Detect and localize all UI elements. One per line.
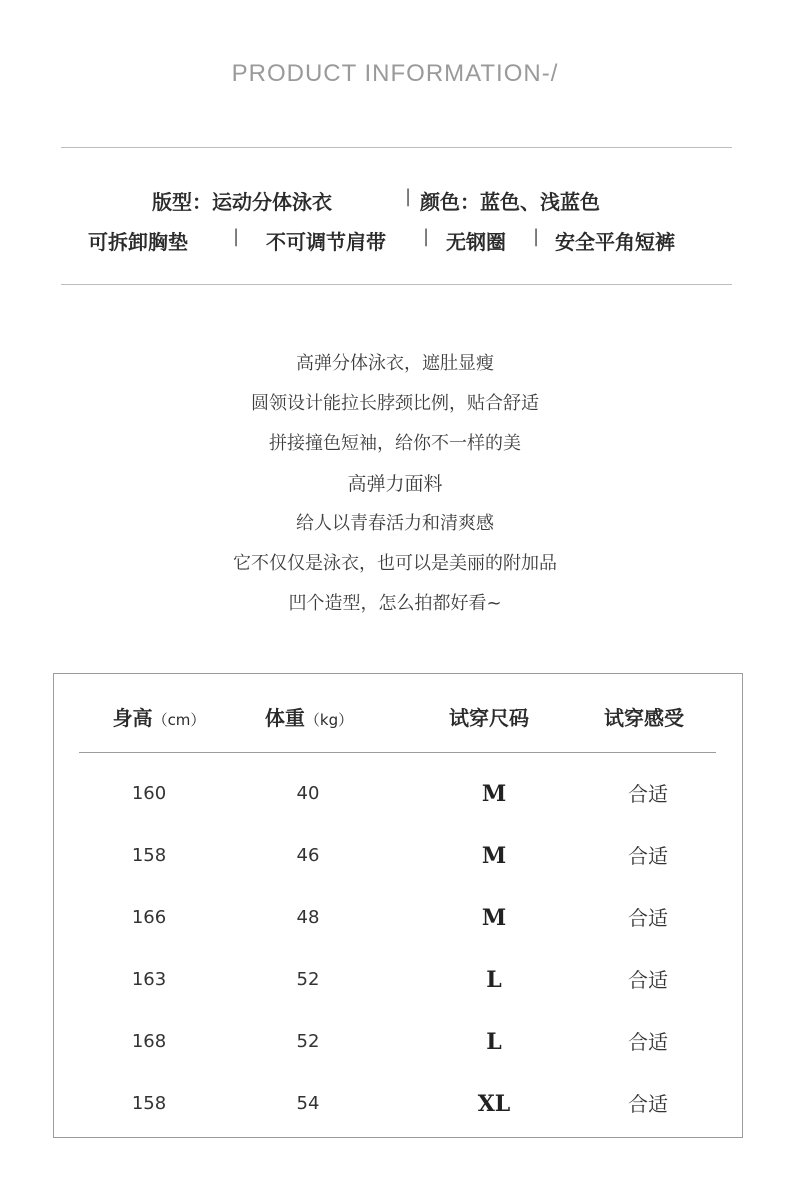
header-label: 试穿感受 xyxy=(604,706,684,730)
description-line: 凹个造型，怎么拍都好看~ xyxy=(288,593,502,614)
divider-bottom xyxy=(61,284,732,285)
cell-size: M xyxy=(481,905,507,931)
header-label: 体重 xyxy=(264,706,305,730)
cell-feel: 合适 xyxy=(628,1092,668,1116)
cell-feel: 合适 xyxy=(628,968,668,992)
header-label: 身高 xyxy=(112,706,153,730)
cell-size: L xyxy=(486,1029,502,1055)
header-divider xyxy=(79,752,716,753)
spec-separator: | xyxy=(405,186,412,207)
section-heading: PRODUCT INFORMATION-/ xyxy=(231,60,559,87)
divider-top xyxy=(61,147,732,148)
spec-line-2 xyxy=(0,226,790,256)
header-height xyxy=(84,702,234,732)
header-unit: （kg） xyxy=(304,711,354,729)
header-unit: （cm） xyxy=(152,711,206,729)
cell-size: XL xyxy=(477,1091,511,1117)
header-feel xyxy=(569,702,719,732)
description xyxy=(0,348,790,628)
spec-safety-shorts: 安全平角短裤 xyxy=(555,230,675,254)
table-row xyxy=(54,774,742,814)
description-line: 它不仅仅是泳衣，也可以是美丽的附加品 xyxy=(233,553,557,574)
header-label: 试穿尺码 xyxy=(449,706,529,730)
cell-weight: 48 xyxy=(296,907,320,928)
table-row xyxy=(54,960,742,1000)
description-line: 高弹力面料 xyxy=(347,473,443,495)
cell-size: M xyxy=(481,781,507,807)
cell-height: 160 xyxy=(131,783,167,804)
cell-weight: 46 xyxy=(296,845,320,866)
spec-separator: | xyxy=(423,226,430,247)
spec-style: 版型：运动分体泳衣 xyxy=(152,190,332,214)
table-row xyxy=(54,898,742,938)
cell-size: M xyxy=(481,843,507,869)
table-row xyxy=(54,836,742,876)
cell-height: 166 xyxy=(131,907,167,928)
cell-feel: 合适 xyxy=(628,1030,668,1054)
spec-fixed-strap: 不可调节肩带 xyxy=(266,230,386,254)
table-row xyxy=(54,1022,742,1062)
cell-size: L xyxy=(486,967,502,993)
fit-table xyxy=(53,673,743,1138)
cell-feel: 合适 xyxy=(628,906,668,930)
header-weight xyxy=(234,702,384,732)
spec-separator: | xyxy=(233,226,240,247)
cell-height: 168 xyxy=(131,1031,167,1052)
cell-feel: 合适 xyxy=(628,782,668,806)
spec-line-1 xyxy=(0,186,790,216)
cell-feel: 合适 xyxy=(628,844,668,868)
cell-weight: 52 xyxy=(296,969,320,990)
cell-weight: 40 xyxy=(296,783,320,804)
description-line: 圆领设计能拉长脖颈比例，贴合舒适 xyxy=(251,393,539,414)
table-row xyxy=(54,1084,742,1124)
spec-no-wire: 无钢圈 xyxy=(446,230,506,254)
spec-color: 颜色：蓝色、浅蓝色 xyxy=(420,190,600,214)
cell-weight: 52 xyxy=(296,1031,320,1052)
cell-height: 163 xyxy=(131,969,167,990)
description-line: 给人以青春活力和清爽感 xyxy=(296,513,494,534)
cell-weight: 54 xyxy=(296,1093,320,1114)
cell-height: 158 xyxy=(131,1093,167,1114)
header-size xyxy=(414,702,564,732)
description-line: 拼接撞色短袖，给你不一样的美 xyxy=(269,433,521,454)
description-line: 高弹分体泳衣，遮肚显瘦 xyxy=(296,353,494,374)
spec-separator: | xyxy=(533,226,540,247)
spec-removable-pad: 可拆卸胸垫 xyxy=(88,230,188,254)
cell-height: 158 xyxy=(131,845,167,866)
